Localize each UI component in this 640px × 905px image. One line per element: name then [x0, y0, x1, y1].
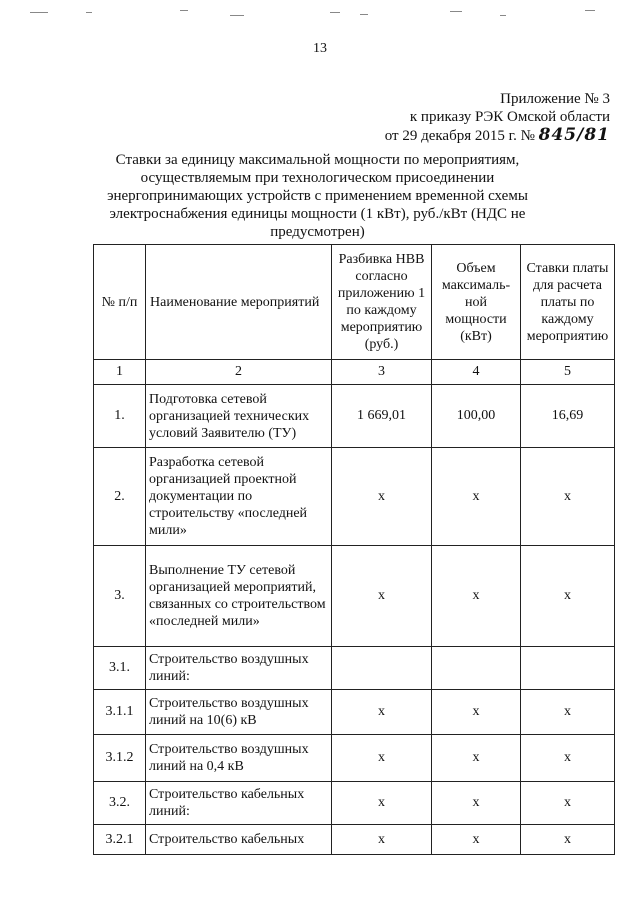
row-power: [432, 647, 521, 690]
row-power: х: [432, 782, 521, 825]
row-num: 1.: [94, 385, 146, 448]
row-num: 3.2.1: [94, 825, 146, 855]
row-name: Строительство воздушных линий:: [146, 647, 332, 690]
row-power: х: [432, 735, 521, 782]
row-nvv: [332, 647, 432, 690]
row-nvv: х: [332, 546, 432, 647]
row-rate: х: [521, 448, 615, 546]
row-rate: х: [521, 735, 615, 782]
row-nvv: х: [332, 735, 432, 782]
row-nvv: х: [332, 825, 432, 855]
row-name: Строительство кабельных: [146, 825, 332, 855]
row-num: 3.1.1: [94, 690, 146, 735]
row-name: Подготовка сетевой организацией технических условий Заявителю (ТУ): [146, 385, 332, 448]
order-date: от 29 декабря 2015 г. №: [384, 128, 535, 144]
row-rate: х: [521, 690, 615, 735]
appendix-line-3: [385, 126, 610, 145]
table-row: [94, 690, 615, 735]
table-row: [94, 782, 615, 825]
document-title: Ставки за единицу максимальной мощности по мероприятиям, осуществляемым при технологическом присоединении энергопринимающих устройств с применением временной схемы электроснабжения единицы мощности (1 кВт), руб./кВт (НДС не предусмотрен): [107, 152, 528, 240]
appendix-header: [385, 90, 610, 145]
row-name: Строительство воздушных линий на 10(6) кВ: [146, 690, 332, 735]
row-nvv: х: [332, 690, 432, 735]
row-power: 100,00: [432, 385, 521, 448]
index-row: [94, 360, 615, 385]
table-row: [94, 546, 615, 647]
header-rate: Ставки платы для расчета платы по каждому мероприятию: [521, 245, 615, 360]
table-row: [94, 448, 615, 546]
index-cell: 1: [94, 360, 146, 385]
row-name: Строительство воздушных линий на 0,4 кВ: [146, 735, 332, 782]
row-rate: [521, 647, 615, 690]
row-rate: 16,69: [521, 385, 615, 448]
appendix-line-2: к приказу РЭК Омской области: [409, 109, 610, 125]
row-name: Строительство кабельных линий:: [146, 782, 332, 825]
row-power: х: [432, 690, 521, 735]
table-row: [94, 385, 615, 448]
row-name: Разработка сетевой организацией проектной документации по строительству «последней мили»: [146, 448, 332, 546]
row-rate: х: [521, 546, 615, 647]
row-num: 3.1.2: [94, 735, 146, 782]
page-number: 13: [313, 41, 327, 56]
table-row: [94, 647, 615, 690]
row-name: Выполнение ТУ сетевой организацией мероприятий, связанных со строительством «последней мили»: [146, 546, 332, 647]
row-power: х: [432, 825, 521, 855]
table-header-row: [94, 245, 615, 360]
row-power: х: [432, 546, 521, 647]
order-number-handwritten: 845/81: [538, 125, 610, 145]
scan-artifacts: [30, 6, 610, 20]
row-nvv: 1 669,01: [332, 385, 432, 448]
row-power: х: [432, 448, 521, 546]
rates-table: [93, 244, 615, 855]
index-cell: 5: [521, 360, 615, 385]
header-power: Объем максималь-ной мощности (кВт): [432, 245, 521, 360]
row-num: 2.: [94, 448, 146, 546]
header-nvv: Разбивка НВВ согласно приложению 1 по каждому мероприятию (руб.): [332, 245, 432, 360]
row-rate: х: [521, 825, 615, 855]
header-num: № п/п: [94, 245, 146, 360]
index-cell: 2: [146, 360, 332, 385]
appendix-line-1: Приложение № 3: [500, 91, 610, 107]
row-num: 3.2.: [94, 782, 146, 825]
row-nvv: х: [332, 448, 432, 546]
header-name: Наименование мероприятий: [146, 245, 332, 360]
table-row: [94, 825, 615, 855]
index-cell: 3: [332, 360, 432, 385]
row-num: 3.1.: [94, 647, 146, 690]
row-num: 3.: [94, 546, 146, 647]
row-rate: х: [521, 782, 615, 825]
row-nvv: х: [332, 782, 432, 825]
table-row: [94, 735, 615, 782]
index-cell: 4: [432, 360, 521, 385]
